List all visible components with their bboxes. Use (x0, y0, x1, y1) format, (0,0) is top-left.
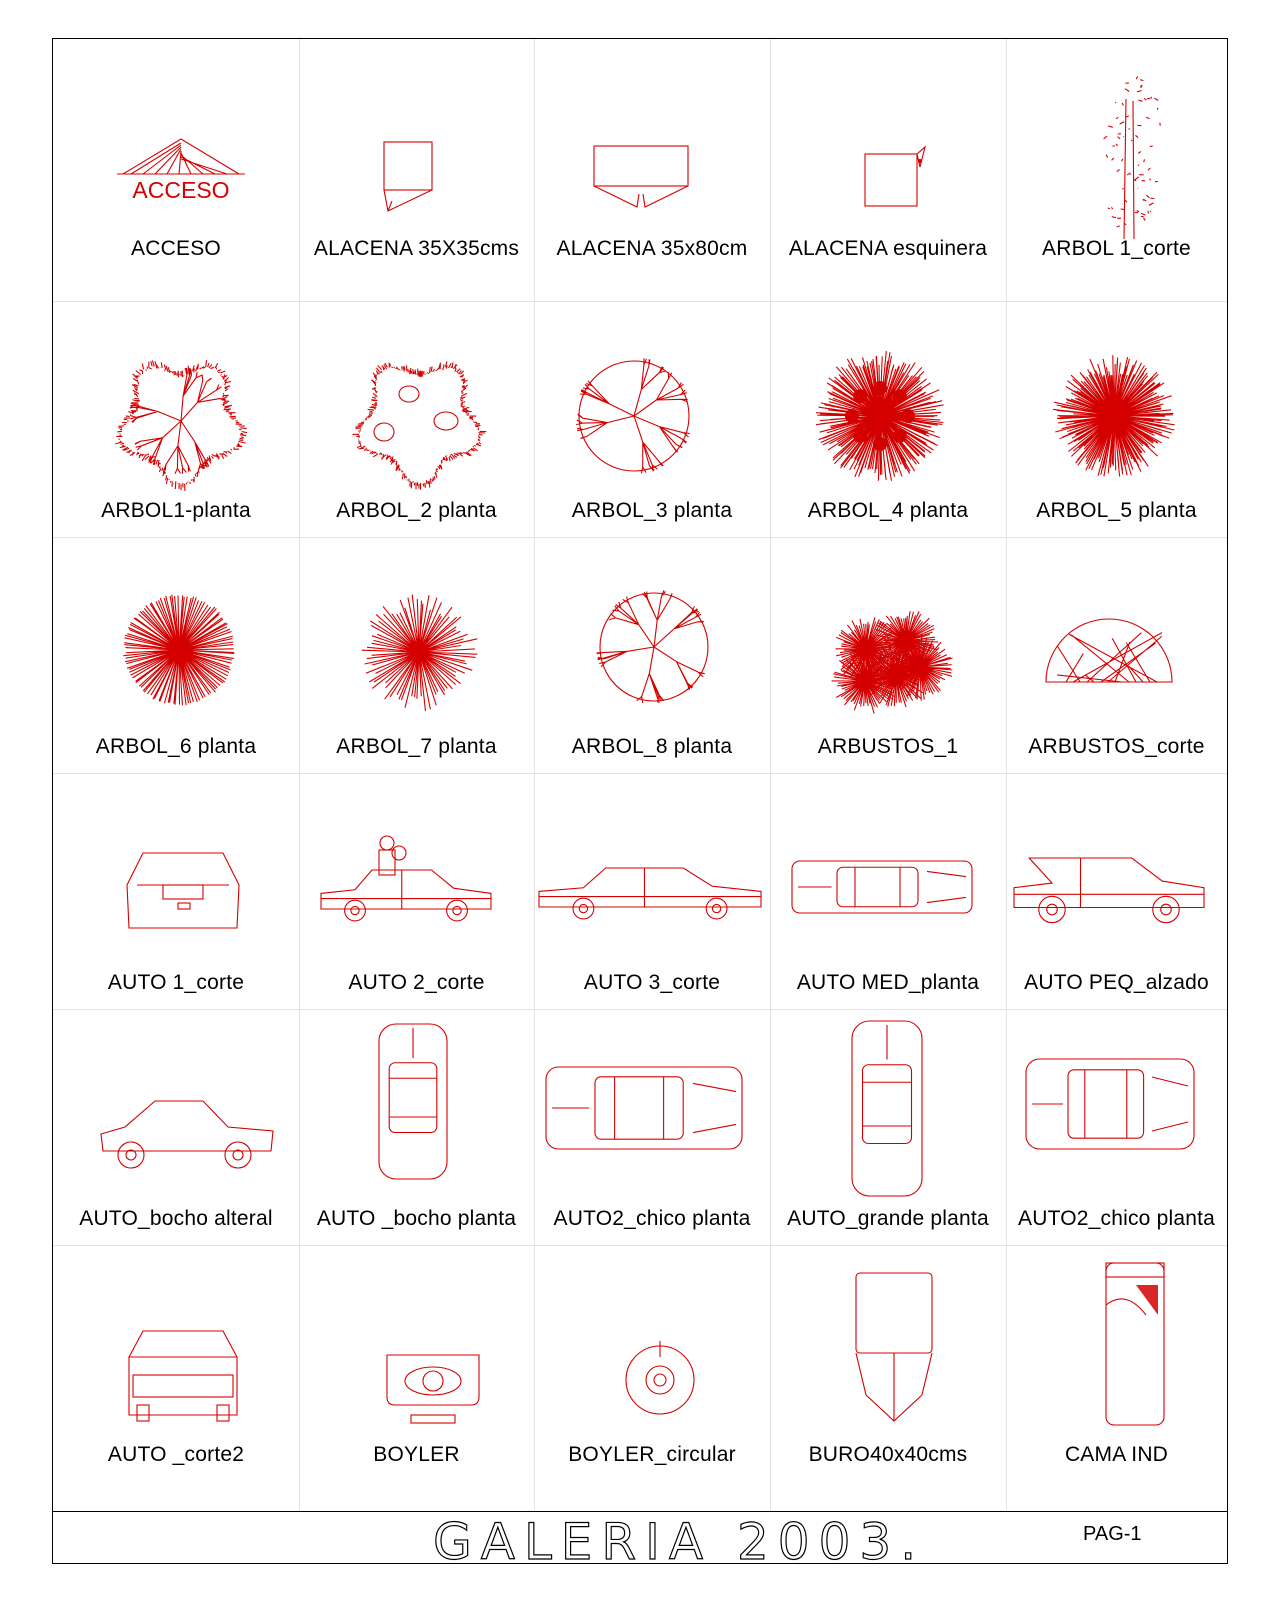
symbol-label: AUTO_bocho alteral (79, 1207, 273, 1230)
shrub-plan-symbol (770, 537, 1010, 737)
tree-plan-symbol (53, 301, 293, 501)
drawing-sheet (52, 38, 1228, 1571)
shrub-elevation-symbol (1006, 537, 1246, 737)
symbol-label: ARBOL_8 planta (571, 735, 733, 758)
car-plan-symbol (534, 1009, 774, 1209)
symbol-label: ARBOL 1_corte (1042, 237, 1191, 260)
symbol-label: ALACENA 35X35cms (313, 237, 520, 260)
symbol-label: ARBOL_4 planta (807, 499, 969, 522)
car-side-symbol (1006, 773, 1246, 973)
boiler-symbol (299, 1245, 539, 1445)
symbol-cell (770, 773, 1006, 1009)
symbol-label: AUTO MED_planta (796, 971, 980, 994)
symbol-cell (534, 301, 770, 537)
tree-plan-symbol (299, 537, 539, 737)
rect-cabinet-symbol (534, 39, 774, 239)
symbol-cell (299, 39, 534, 301)
symbol-label: BURO40x40cms (808, 1443, 968, 1466)
tree-plan-symbol (1006, 301, 1246, 501)
symbol-cell (1006, 1009, 1227, 1245)
symbol-cell (770, 1009, 1006, 1245)
symbol-label: ACCESO (131, 237, 221, 260)
symbol-cell (1006, 301, 1227, 537)
symbol-label: AUTO _corte2 (107, 1443, 245, 1466)
acceso-sign-text: ACCESO (132, 177, 230, 203)
boiler-round-symbol (534, 1245, 774, 1445)
symbol-label: ARBOL_2 planta (336, 499, 497, 522)
symbol-cell (53, 1009, 299, 1245)
bed-symbol (1006, 1245, 1246, 1445)
symbol-cell (770, 39, 1006, 301)
tree-plan-symbol (770, 301, 1010, 501)
symbol-cell (53, 537, 299, 773)
tree-plan-symbol (299, 301, 539, 501)
symbol-label: ARBOL_3 planta (571, 499, 733, 522)
car-front-symbol (53, 773, 293, 973)
nightstand-symbol (770, 1245, 1010, 1445)
car-rear-symbol (53, 1245, 293, 1445)
symbol-label: AUTO2_chico planta (1018, 1207, 1215, 1230)
symbol-cell (53, 301, 299, 537)
symbol-label: ARBUSTOS_1 (817, 735, 959, 758)
car-plan-symbol (299, 1009, 539, 1209)
symbol-label: ARBOL_5 planta (1036, 499, 1197, 522)
symbol-cell (53, 773, 299, 1009)
car-plan-symbol (1006, 1009, 1246, 1209)
symbol-cell (770, 301, 1006, 537)
symbol-label: AUTO_grande planta (787, 1207, 989, 1230)
symbol-cell (534, 39, 770, 301)
symbol-label: ARBOL1-planta (101, 499, 251, 522)
car-plan-symbol (770, 773, 1010, 973)
tree-plan-symbol (53, 537, 293, 737)
symbol-label: BOYLER_circular (568, 1443, 736, 1466)
symbol-cell (534, 1009, 770, 1245)
corner-cabinet-symbol (770, 39, 1010, 239)
symbol-label: BOYLER (373, 1443, 460, 1466)
page-title: GALERIA 2003. (433, 1513, 926, 1571)
tree-plan-symbol (534, 537, 774, 737)
symbol-cell (1006, 537, 1227, 773)
symbol-label: ALACENA esquinera (788, 237, 988, 260)
tree-plan-symbol (534, 301, 774, 501)
car-plan-symbol (770, 1009, 1010, 1209)
tree-elevation-symbol (1006, 39, 1246, 239)
car-side-symbol (299, 773, 539, 973)
symbol-label: AUTO 2_corte (348, 971, 485, 994)
symbol-cell (53, 39, 299, 301)
symbol-label: ARBOL_6 planta (95, 735, 257, 758)
symbol-label: AUTO2_chico planta (553, 1207, 751, 1230)
square-cabinet-symbol (299, 39, 539, 239)
symbol-label: ARBUSTOS_corte (1028, 735, 1205, 758)
symbol-label: ARBOL_7 planta (336, 735, 497, 758)
car-side-symbol (53, 1009, 293, 1209)
acceso-symbol (53, 39, 293, 239)
symbol-cell (770, 537, 1006, 773)
symbol-cell (299, 1009, 534, 1245)
symbol-label: AUTO PEQ_alzado (1024, 971, 1209, 994)
symbol-cell (299, 301, 534, 537)
symbol-label: AUTO 1_corte (107, 971, 245, 994)
symbol-label: AUTO 3_corte (583, 971, 721, 994)
symbol-label: ALACENA 35x80cm (556, 237, 748, 260)
symbol-label: CAMA IND (1064, 1443, 1169, 1466)
page-number: PAG-1 (1083, 1523, 1142, 1545)
symbol-cell (1006, 39, 1227, 301)
symbol-cell (299, 537, 534, 773)
symbol-cell (534, 773, 770, 1009)
symbol-cell (299, 773, 534, 1009)
symbol-cell (1006, 773, 1227, 1009)
symbol-cell (534, 537, 770, 773)
car-side-symbol (534, 773, 774, 973)
symbol-label: AUTO _bocho planta (316, 1207, 517, 1230)
